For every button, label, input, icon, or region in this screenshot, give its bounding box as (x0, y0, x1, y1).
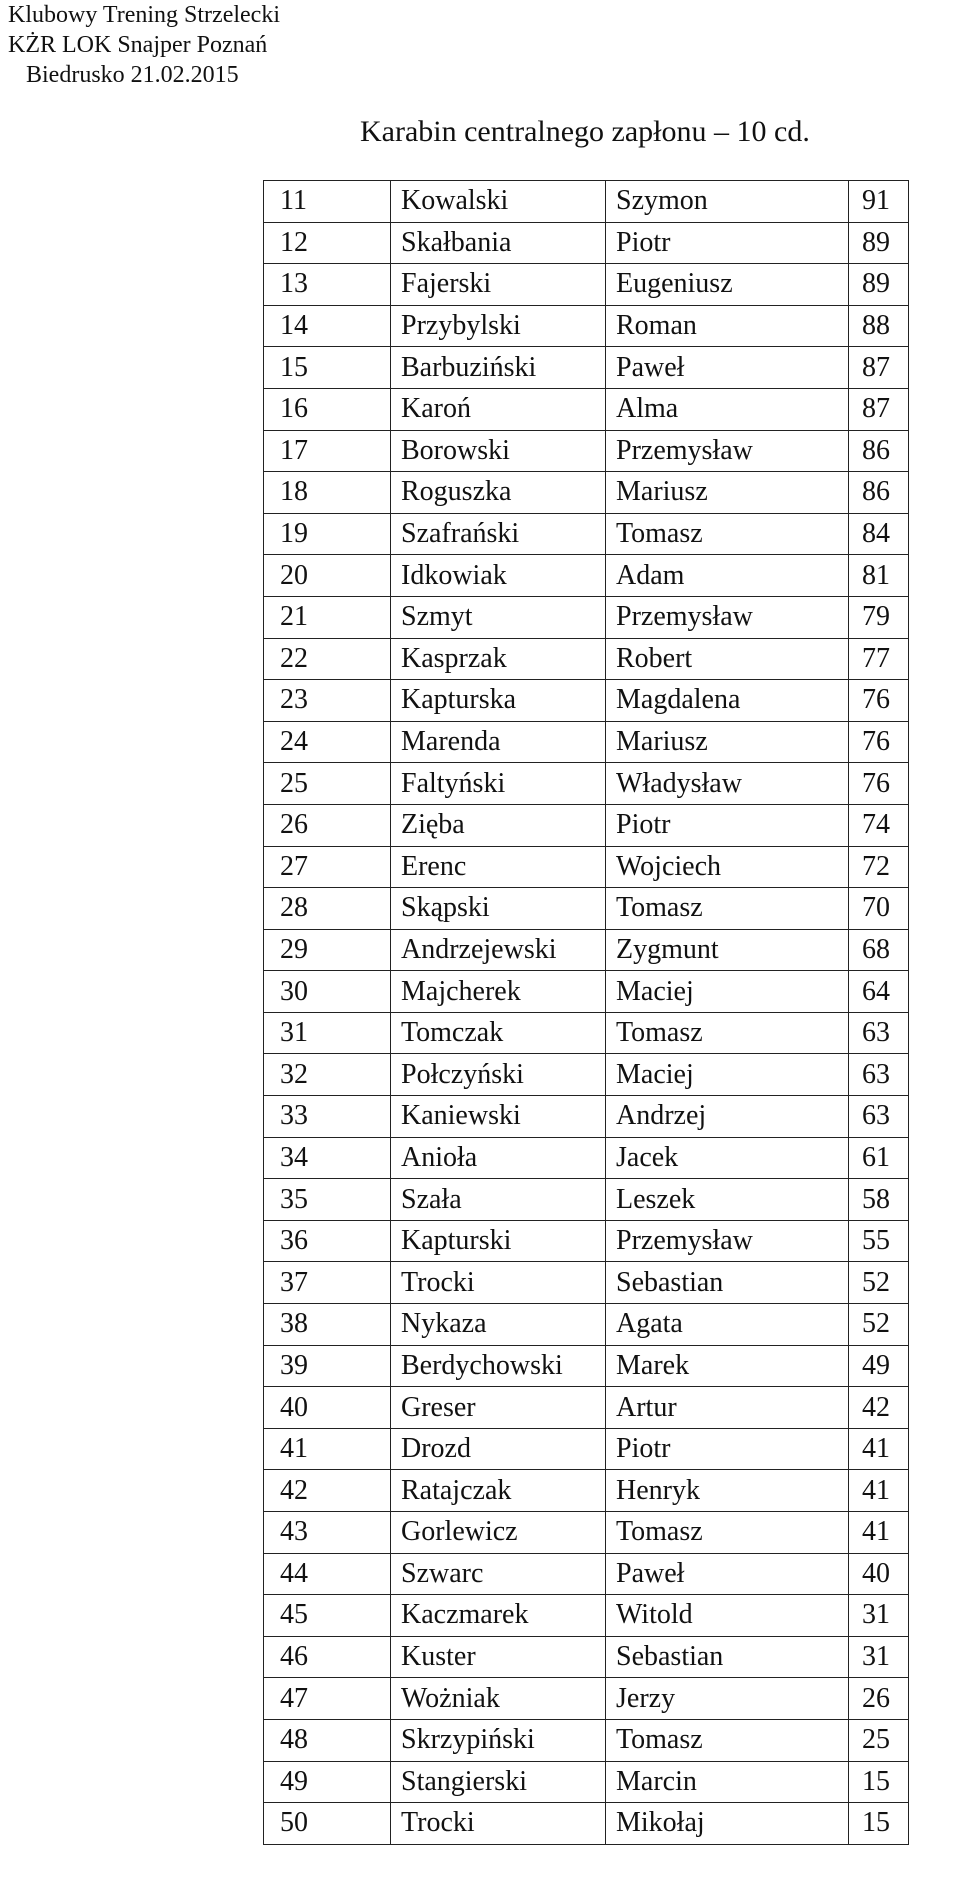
score-cell: 74 (849, 804, 909, 846)
last-name-cell: Ratajczak (391, 1470, 606, 1512)
last-name-cell: Kaniewski (391, 1096, 606, 1138)
place-cell: 23 (264, 680, 391, 722)
place-cell: 45 (264, 1595, 391, 1637)
first-name-cell: Wojciech (606, 846, 849, 888)
first-name-cell: Magdalena (606, 680, 849, 722)
table-row (264, 1553, 909, 1595)
place-cell: 39 (264, 1345, 391, 1387)
place-cell: 25 (264, 763, 391, 805)
score-cell: 61 (849, 1137, 909, 1179)
place-cell: 49 (264, 1761, 391, 1803)
table-row (264, 1595, 909, 1637)
place-cell: 34 (264, 1137, 391, 1179)
score-cell: 70 (849, 888, 909, 930)
place-cell: 21 (264, 596, 391, 638)
last-name-cell: Przybylski (391, 305, 606, 347)
place-cell: 41 (264, 1428, 391, 1470)
first-name-cell: Robert (606, 638, 849, 680)
score-cell: 64 (849, 971, 909, 1013)
place-cell: 43 (264, 1512, 391, 1554)
place-cell: 14 (264, 305, 391, 347)
score-cell: 84 (849, 513, 909, 555)
last-name-cell: Anioła (391, 1137, 606, 1179)
first-name-cell: Sebastian (606, 1262, 849, 1304)
place-cell: 30 (264, 971, 391, 1013)
place-cell: 18 (264, 472, 391, 514)
score-cell: 52 (849, 1262, 909, 1304)
score-cell: 42 (849, 1387, 909, 1429)
table-row (264, 1220, 909, 1262)
table-row (264, 846, 909, 888)
place-cell: 40 (264, 1387, 391, 1429)
place-cell: 19 (264, 513, 391, 555)
club-training-title: Klubowy Trening Strzelecki (8, 2, 280, 28)
first-name-cell: Sebastian (606, 1636, 849, 1678)
place-cell: 38 (264, 1304, 391, 1346)
table-row (264, 1512, 909, 1554)
place-cell: 28 (264, 888, 391, 930)
last-name-cell: Szała (391, 1179, 606, 1221)
last-name-cell: Erenc (391, 846, 606, 888)
first-name-cell: Zygmunt (606, 929, 849, 971)
last-name-cell: Skałbania (391, 222, 606, 264)
results-table (263, 180, 909, 1845)
score-cell: 40 (849, 1553, 909, 1595)
last-name-cell: Fajerski (391, 264, 606, 306)
last-name-cell: Karoń (391, 388, 606, 430)
first-name-cell: Jacek (606, 1137, 849, 1179)
score-cell: 81 (849, 555, 909, 597)
first-name-cell: Artur (606, 1387, 849, 1429)
first-name-cell: Marcin (606, 1761, 849, 1803)
score-cell: 63 (849, 1012, 909, 1054)
place-cell: 31 (264, 1012, 391, 1054)
table-row (264, 596, 909, 638)
score-cell: 26 (849, 1678, 909, 1720)
last-name-cell: Trocki (391, 1803, 606, 1845)
first-name-cell: Szymon (606, 181, 849, 223)
document-header (8, 0, 280, 90)
score-cell: 76 (849, 721, 909, 763)
last-name-cell: Drozd (391, 1428, 606, 1470)
first-name-cell: Adam (606, 555, 849, 597)
place-cell: 44 (264, 1553, 391, 1595)
last-name-cell: Zięba (391, 804, 606, 846)
place-cell: 33 (264, 1096, 391, 1138)
table-row (264, 222, 909, 264)
table-row (264, 1761, 909, 1803)
score-cell: 52 (849, 1304, 909, 1346)
score-cell: 89 (849, 264, 909, 306)
score-cell: 91 (849, 181, 909, 223)
first-name-cell: Mikołaj (606, 1803, 849, 1845)
table-row (264, 555, 909, 597)
table-row (264, 1345, 909, 1387)
table-row (264, 1012, 909, 1054)
last-name-cell: Roguszka (391, 472, 606, 514)
place-cell: 12 (264, 222, 391, 264)
table-row (264, 888, 909, 930)
last-name-cell: Wożniak (391, 1678, 606, 1720)
place-cell: 42 (264, 1470, 391, 1512)
place-cell: 13 (264, 264, 391, 306)
table-row (264, 971, 909, 1013)
place-cell: 27 (264, 846, 391, 888)
last-name-cell: Andrzejewski (391, 929, 606, 971)
last-name-cell: Barbuziński (391, 347, 606, 389)
last-name-cell: Borowski (391, 430, 606, 472)
table-row (264, 1636, 909, 1678)
place-cell: 15 (264, 347, 391, 389)
table-row (264, 264, 909, 306)
table-row (264, 347, 909, 389)
first-name-cell: Tomasz (606, 1719, 849, 1761)
first-name-cell: Leszek (606, 1179, 849, 1221)
club-name: KŻR LOK Snajper Poznań (8, 32, 268, 58)
table-row (264, 305, 909, 347)
place-cell: 24 (264, 721, 391, 763)
score-cell: 55 (849, 1220, 909, 1262)
last-name-cell: Kuster (391, 1636, 606, 1678)
table-row (264, 1719, 909, 1761)
score-cell: 88 (849, 305, 909, 347)
place-cell: 35 (264, 1179, 391, 1221)
first-name-cell: Mariusz (606, 472, 849, 514)
competition-title: Karabin centralnego zapłonu – 10 cd. (360, 115, 810, 148)
score-cell: 49 (849, 1345, 909, 1387)
place-cell: 20 (264, 555, 391, 597)
first-name-cell: Tomasz (606, 513, 849, 555)
place-cell: 37 (264, 1262, 391, 1304)
score-cell: 89 (849, 222, 909, 264)
table-row (264, 472, 909, 514)
last-name-cell: Połczyński (391, 1054, 606, 1096)
last-name-cell: Skąpski (391, 888, 606, 930)
score-cell: 63 (849, 1054, 909, 1096)
first-name-cell: Marek (606, 1345, 849, 1387)
table-row (264, 1428, 909, 1470)
first-name-cell: Jerzy (606, 1678, 849, 1720)
first-name-cell: Paweł (606, 1553, 849, 1595)
place-cell: 22 (264, 638, 391, 680)
last-name-cell: Trocki (391, 1262, 606, 1304)
first-name-cell: Przemysław (606, 1220, 849, 1262)
place-cell: 29 (264, 929, 391, 971)
score-cell: 41 (849, 1470, 909, 1512)
last-name-cell: Idkowiak (391, 555, 606, 597)
first-name-cell: Maciej (606, 1054, 849, 1096)
score-cell: 31 (849, 1636, 909, 1678)
first-name-cell: Agata (606, 1304, 849, 1346)
last-name-cell: Skrzypiński (391, 1719, 606, 1761)
last-name-cell: Gorlewicz (391, 1512, 606, 1554)
score-cell: 68 (849, 929, 909, 971)
place-cell: 11 (264, 181, 391, 223)
score-cell: 87 (849, 347, 909, 389)
score-cell: 15 (849, 1803, 909, 1845)
first-name-cell: Henryk (606, 1470, 849, 1512)
place-cell: 36 (264, 1220, 391, 1262)
last-name-cell: Kowalski (391, 181, 606, 223)
last-name-cell: Tomczak (391, 1012, 606, 1054)
first-name-cell: Paweł (606, 347, 849, 389)
place-cell: 26 (264, 804, 391, 846)
score-cell: 87 (849, 388, 909, 430)
first-name-cell: Przemysław (606, 596, 849, 638)
location-date: Biedrusko 21.02.2015 (26, 62, 239, 88)
score-cell: 63 (849, 1096, 909, 1138)
table-row (264, 680, 909, 722)
table-row (264, 1387, 909, 1429)
last-name-cell: Stangierski (391, 1761, 606, 1803)
first-name-cell: Piotr (606, 222, 849, 264)
score-cell: 41 (849, 1428, 909, 1470)
table-row (264, 430, 909, 472)
first-name-cell: Andrzej (606, 1096, 849, 1138)
score-cell: 86 (849, 430, 909, 472)
place-cell: 48 (264, 1719, 391, 1761)
table-row (264, 1179, 909, 1221)
table-row (264, 929, 909, 971)
table-row (264, 638, 909, 680)
first-name-cell: Władysław (606, 763, 849, 805)
score-cell: 76 (849, 763, 909, 805)
place-cell: 17 (264, 430, 391, 472)
score-cell: 79 (849, 596, 909, 638)
table-row (264, 513, 909, 555)
table-row (264, 721, 909, 763)
first-name-cell: Tomasz (606, 1012, 849, 1054)
last-name-cell: Kaczmarek (391, 1595, 606, 1637)
score-cell: 15 (849, 1761, 909, 1803)
place-cell: 16 (264, 388, 391, 430)
place-cell: 32 (264, 1054, 391, 1096)
first-name-cell: Witold (606, 1595, 849, 1637)
first-name-cell: Piotr (606, 804, 849, 846)
table-row (264, 1137, 909, 1179)
last-name-cell: Greser (391, 1387, 606, 1429)
table-row (264, 181, 909, 223)
first-name-cell: Roman (606, 305, 849, 347)
table-row (264, 388, 909, 430)
score-cell: 72 (849, 846, 909, 888)
score-cell: 86 (849, 472, 909, 514)
last-name-cell: Szafrański (391, 513, 606, 555)
last-name-cell: Kasprzak (391, 638, 606, 680)
score-cell: 58 (849, 1179, 909, 1221)
place-cell: 47 (264, 1678, 391, 1720)
first-name-cell: Eugeniusz (606, 264, 849, 306)
first-name-cell: Tomasz (606, 1512, 849, 1554)
last-name-cell: Marenda (391, 721, 606, 763)
results-table-body (264, 181, 909, 1845)
last-name-cell: Kapturski (391, 1220, 606, 1262)
first-name-cell: Piotr (606, 1428, 849, 1470)
table-row (264, 1096, 909, 1138)
table-row (264, 1262, 909, 1304)
last-name-cell: Szwarc (391, 1553, 606, 1595)
table-row (264, 1803, 909, 1845)
last-name-cell: Kapturska (391, 680, 606, 722)
first-name-cell: Tomasz (606, 888, 849, 930)
last-name-cell: Berdychowski (391, 1345, 606, 1387)
last-name-cell: Majcherek (391, 971, 606, 1013)
score-cell: 76 (849, 680, 909, 722)
first-name-cell: Przemysław (606, 430, 849, 472)
last-name-cell: Nykaza (391, 1304, 606, 1346)
score-cell: 77 (849, 638, 909, 680)
table-row (264, 1054, 909, 1096)
last-name-cell: Szmyt (391, 596, 606, 638)
table-row (264, 763, 909, 805)
table-row (264, 804, 909, 846)
first-name-cell: Mariusz (606, 721, 849, 763)
table-row (264, 1304, 909, 1346)
place-cell: 50 (264, 1803, 391, 1845)
first-name-cell: Maciej (606, 971, 849, 1013)
score-cell: 31 (849, 1595, 909, 1637)
first-name-cell: Alma (606, 388, 849, 430)
place-cell: 46 (264, 1636, 391, 1678)
score-cell: 25 (849, 1719, 909, 1761)
table-row (264, 1678, 909, 1720)
table-row (264, 1470, 909, 1512)
last-name-cell: Faltyński (391, 763, 606, 805)
score-cell: 41 (849, 1512, 909, 1554)
